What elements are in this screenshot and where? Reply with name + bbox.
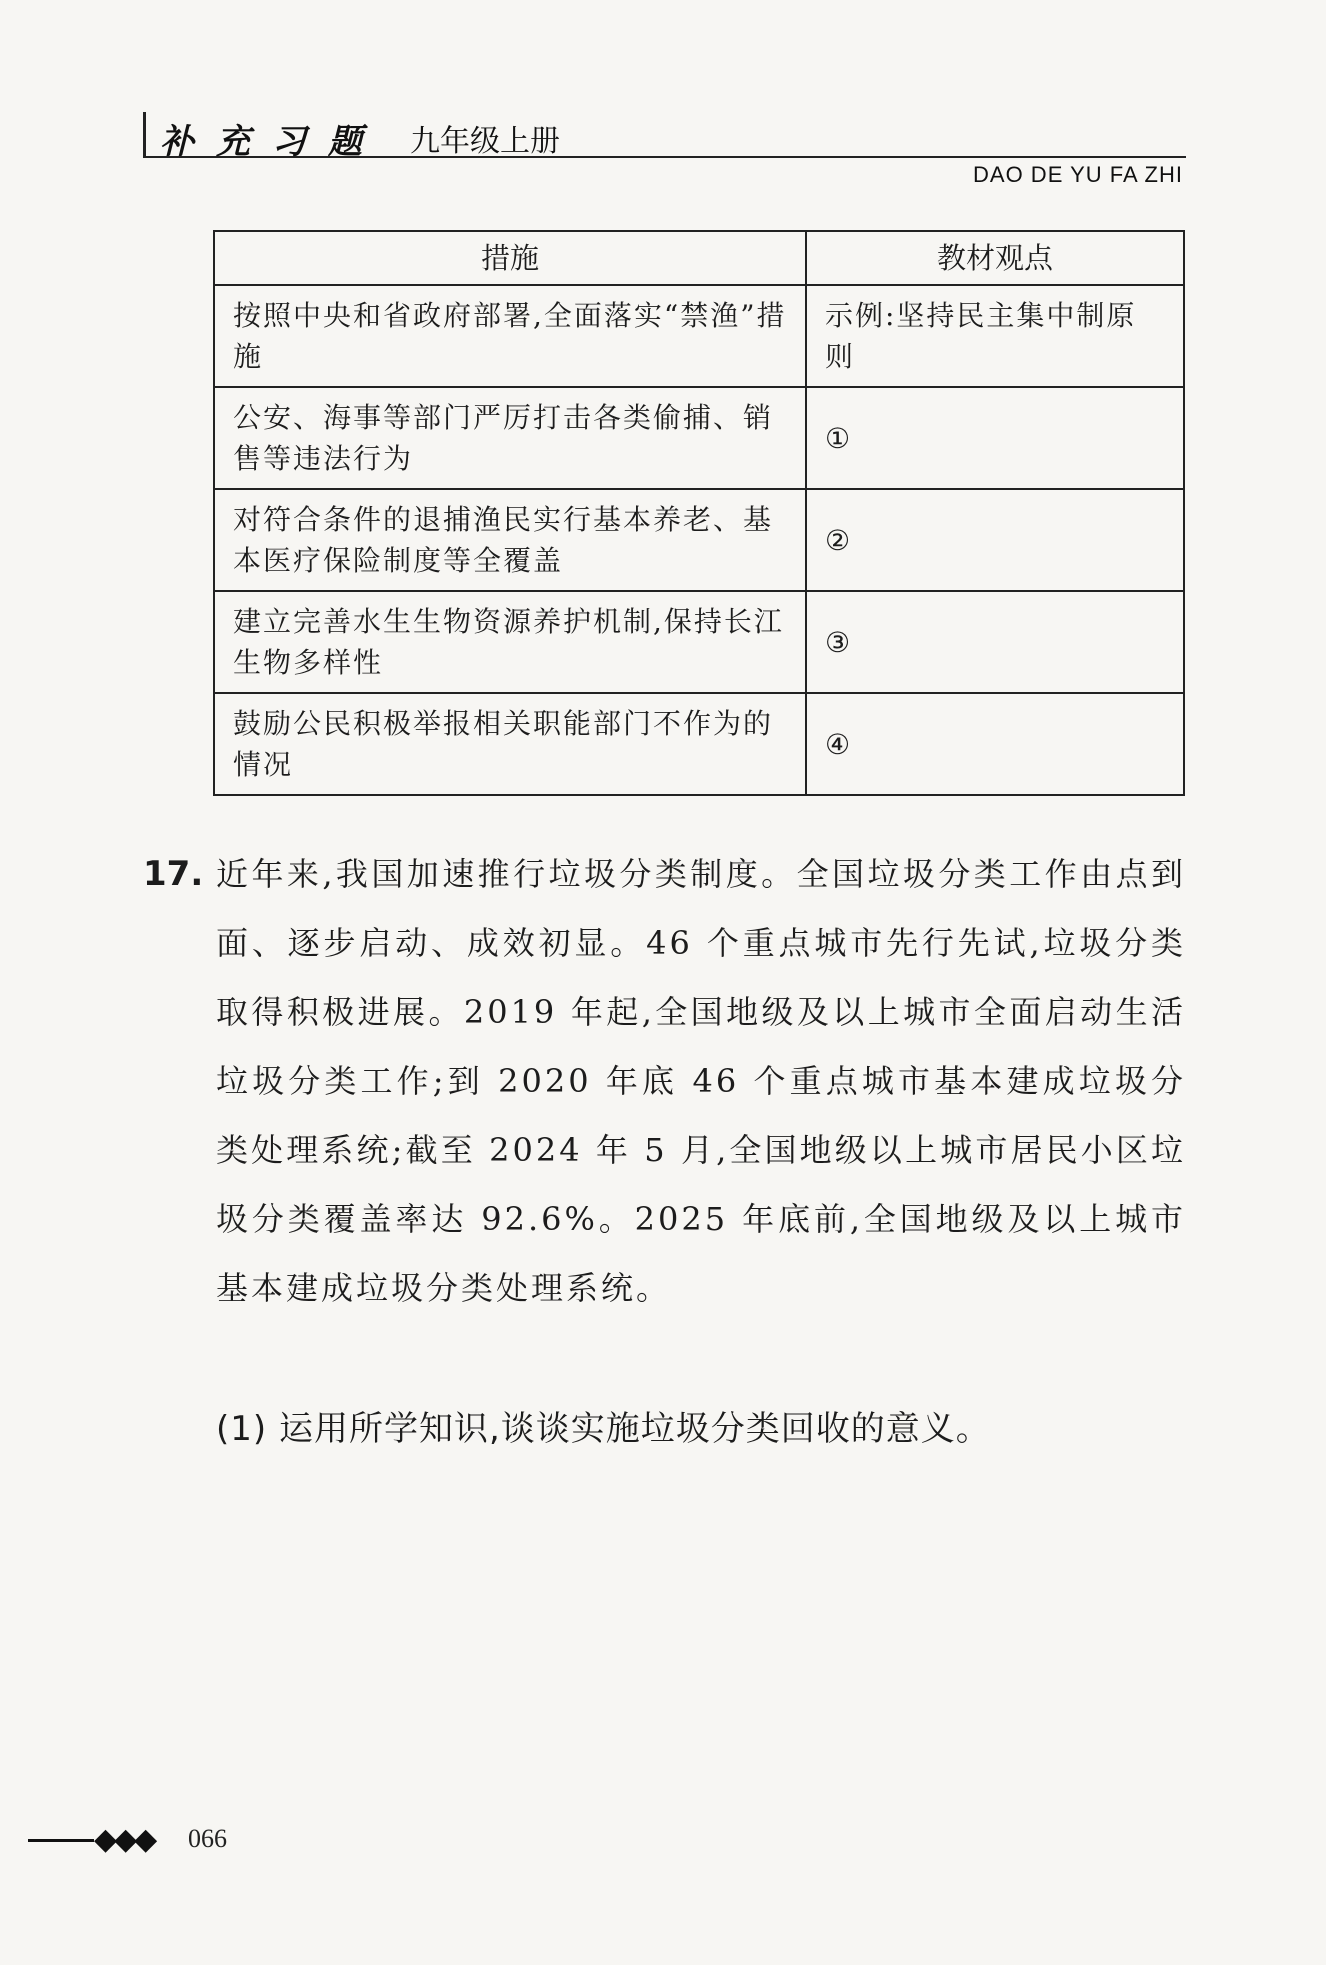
measure-cell (214, 387, 806, 489)
diamond-icon: ◆◆◆ (94, 1822, 155, 1857)
page-header (143, 112, 1186, 162)
table-row (214, 387, 1184, 489)
table-row (214, 285, 1184, 387)
measure-cell (214, 591, 806, 693)
answer-blank-1: ① (825, 421, 853, 455)
question-passage: 近年来,我国加速推行垃圾分类制度。全国垃圾分类工作由点到面、逐步启动、成效初显。46 个重点城市先行先试,垃圾分类取得积极进展。2019 年起,全国地级及以上城市全面启动生活垃圾分类工作;到 2020 年底 46 个重点城市基本建成垃圾分类处理系统;截至 2024 年 5 月,全国地级以上城市居民小区垃圾分类覆盖率达 92.6%。2025 年底前,全国地级及以上城市基本建成垃圾分类处理系统。 (216, 855, 1186, 1307)
table-row (214, 489, 1184, 591)
answer-blank-4: ④ (825, 727, 853, 761)
measure-text: 公安、海事等部门严厉打击各类偷捕、销售等违法行为 (233, 401, 774, 475)
view-text: 示例:坚持民主集中制原则 (825, 299, 1137, 373)
view-cell (806, 285, 1184, 387)
question-number: 17. (143, 854, 204, 894)
answer-blank-2: ② (825, 523, 853, 557)
table-row (214, 693, 1184, 795)
table-row (214, 591, 1184, 693)
column-header-views: 教材观点 (806, 231, 1184, 285)
column-header-measures: 措施 (214, 231, 806, 285)
sub-question-1: (1) 运用所学知识,谈谈实施垃圾分类回收的意义。 (216, 1409, 991, 1449)
answer-blank-3: ③ (825, 625, 853, 659)
measure-text: 按照中央和省政府部署,全面落实“禁渔”措施 (233, 299, 787, 373)
measure-cell (214, 285, 806, 387)
view-cell (806, 591, 1184, 693)
measure-cell (214, 489, 806, 591)
view-cell (806, 693, 1184, 795)
page-footer (28, 1820, 288, 1860)
measure-text: 对符合条件的退捕渔民实行基本养老、基本医疗保险制度等全覆盖 (233, 503, 774, 577)
measure-text: 鼓励公民积极举报相关职能部门不作为的情况 (233, 707, 774, 781)
page-number: 066 (188, 1824, 227, 1853)
footer-rule (28, 1839, 94, 1842)
view-cell (806, 387, 1184, 489)
subject-pinyin: DAO DE YU FA ZHI (973, 162, 1183, 187)
measures-table (213, 230, 1185, 796)
book-series-title: 补充习题 (160, 122, 384, 162)
view-cell (806, 489, 1184, 591)
grade-label: 九年级上册 (410, 124, 560, 159)
table-header-row (214, 231, 1184, 285)
measure-cell (214, 693, 806, 795)
measure-text: 建立完善水生生物资源养护机制,保持长江生物多样性 (233, 605, 784, 679)
